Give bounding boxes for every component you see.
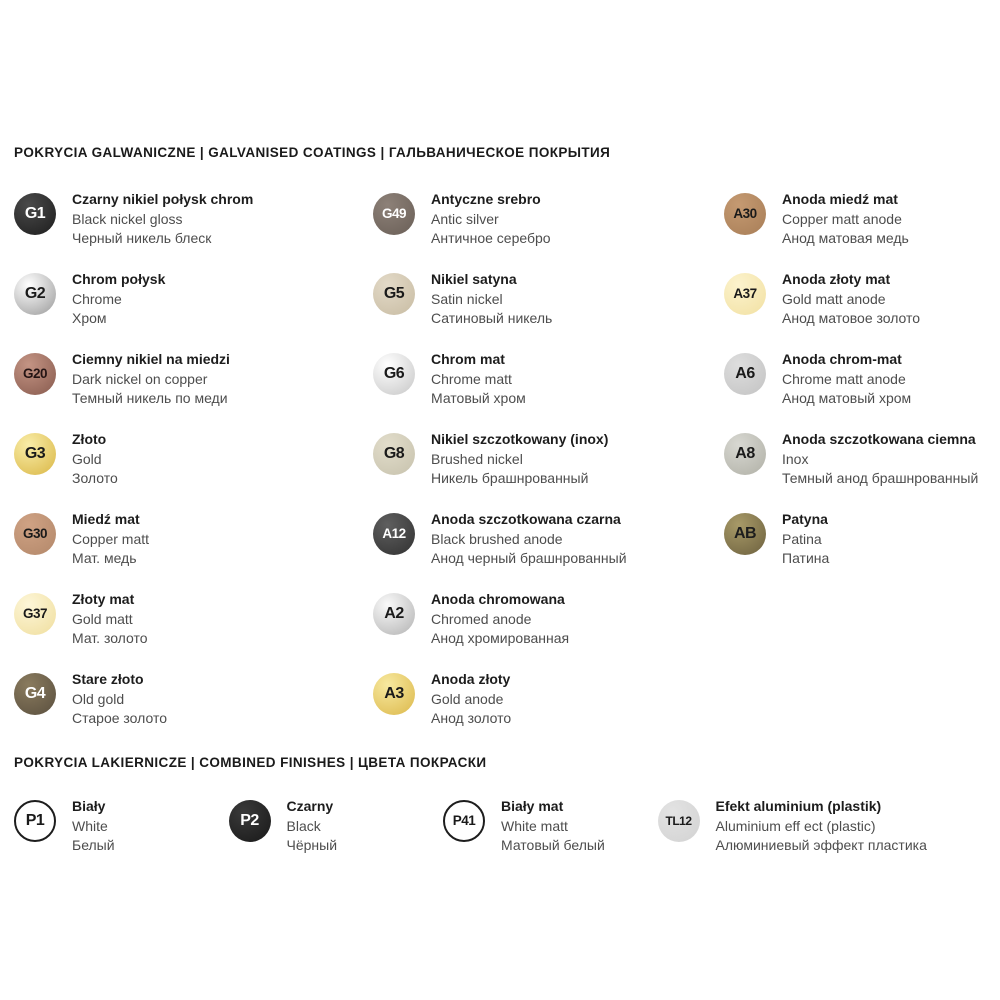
finish-name-pl: Anoda miedź mat bbox=[782, 191, 898, 207]
lacquer-finishes-grid bbox=[14, 797, 1000, 877]
finish-code: A2 bbox=[384, 605, 404, 622]
finish-code: A3 bbox=[384, 685, 404, 702]
finish-name-ru: Золото bbox=[72, 470, 118, 486]
finish-item bbox=[724, 350, 1000, 430]
finish-name-en: Chrome matt bbox=[431, 370, 512, 387]
finish-item bbox=[14, 797, 229, 877]
finish-labels bbox=[72, 190, 253, 249]
finish-code: G2 bbox=[24, 285, 46, 302]
finish-item bbox=[14, 430, 373, 510]
finish-name-pl: Chrom połysk bbox=[72, 271, 166, 287]
finish-name-en: Black nickel gloss bbox=[72, 210, 183, 227]
finish-swatch bbox=[373, 193, 415, 235]
finish-name-pl: Anoda chromowana bbox=[431, 591, 565, 607]
finish-item bbox=[14, 270, 373, 350]
finish-name-en: Gold bbox=[72, 450, 102, 467]
finish-item bbox=[373, 670, 724, 750]
finish-swatch bbox=[373, 673, 415, 715]
finish-labels bbox=[782, 510, 829, 569]
finish-name-en: Chrome matt anode bbox=[782, 370, 906, 387]
finish-item bbox=[229, 797, 444, 877]
finish-code: P41 bbox=[452, 813, 476, 829]
finish-labels bbox=[72, 350, 230, 409]
finish-name-en: White matt bbox=[501, 817, 568, 834]
finish-name-pl: Anoda złoty bbox=[431, 671, 511, 687]
finish-code: A12 bbox=[382, 526, 406, 542]
finish-name-ru: Черный никель блеск bbox=[72, 230, 212, 246]
finish-name-pl: Chrom mat bbox=[431, 351, 505, 367]
finish-swatch bbox=[14, 513, 56, 555]
finish-labels bbox=[72, 430, 118, 489]
finish-swatch bbox=[373, 353, 415, 395]
finish-name-pl: Antyczne srebro bbox=[431, 191, 541, 207]
finish-name-ru: Анод матовое золото bbox=[782, 310, 921, 326]
finish-name-pl: Biały mat bbox=[501, 798, 564, 814]
finish-labels bbox=[782, 270, 920, 329]
finish-name-ru: Чёрный bbox=[286, 837, 338, 853]
finish-labels bbox=[72, 797, 115, 856]
finish-code: G4 bbox=[24, 685, 46, 702]
finish-labels bbox=[431, 350, 526, 409]
finish-name-pl: Ciemny nikiel na miedzi bbox=[72, 351, 230, 367]
finish-name-pl: Czarny nikiel połysk chrom bbox=[72, 191, 254, 207]
finish-item bbox=[14, 670, 373, 750]
finish-name-pl: Złoty mat bbox=[72, 591, 135, 607]
finish-name-pl: Patyna bbox=[782, 511, 828, 527]
finish-name-en: Inox bbox=[782, 450, 809, 467]
finish-labels bbox=[431, 270, 552, 329]
finish-swatch bbox=[373, 433, 415, 475]
finish-swatch bbox=[229, 800, 271, 842]
finish-name-ru: Анод черный брашнрованный bbox=[431, 550, 627, 566]
finish-name-en: Gold matt anode bbox=[782, 290, 886, 307]
finish-name-ru: Античное серебро bbox=[431, 230, 551, 246]
finish-name-ru: Темный никель по меди bbox=[72, 390, 228, 406]
finish-name-ru: Белый bbox=[72, 837, 115, 853]
finish-labels bbox=[72, 670, 167, 729]
finish-name-en: Copper matt anode bbox=[782, 210, 902, 227]
finish-code: P1 bbox=[25, 812, 45, 829]
finish-name-en: Copper matt bbox=[72, 530, 150, 547]
finish-item bbox=[373, 190, 724, 270]
finish-swatch bbox=[658, 800, 700, 842]
finish-swatch bbox=[14, 433, 56, 475]
finish-name-ru: Никель брашнрованный bbox=[431, 470, 589, 486]
finish-code: TL12 bbox=[665, 814, 692, 828]
finish-name-ru: Патина bbox=[782, 550, 830, 566]
finish-swatch bbox=[724, 273, 766, 315]
finish-name-pl: Stare złoto bbox=[72, 671, 144, 687]
finish-name-pl: Nikiel szczotkowany (inox) bbox=[431, 431, 609, 447]
finish-labels bbox=[431, 590, 569, 649]
finish-name-ru: Анод матовая медь bbox=[782, 230, 909, 246]
finish-item bbox=[724, 270, 1000, 350]
finish-item bbox=[724, 430, 1000, 510]
finish-code: A8 bbox=[735, 445, 755, 462]
finish-name-en: Gold matt bbox=[72, 610, 133, 627]
finish-labels bbox=[431, 190, 551, 249]
finish-labels bbox=[287, 797, 338, 856]
finish-labels bbox=[782, 190, 909, 249]
finish-name-ru: Анод золото bbox=[431, 710, 512, 726]
finish-name-pl: Czarny bbox=[286, 798, 334, 814]
finish-name-pl: Anoda złoty mat bbox=[782, 271, 891, 287]
finish-swatch bbox=[373, 513, 415, 555]
finish-swatch bbox=[14, 593, 56, 635]
finish-labels bbox=[431, 430, 608, 489]
finish-name-pl: Nikiel satyna bbox=[431, 271, 517, 287]
finish-name-ru: Алюминиевый эффект пластика bbox=[715, 837, 927, 853]
finish-swatch bbox=[724, 433, 766, 475]
finish-code: A30 bbox=[733, 206, 757, 222]
finish-name-en: Chrome bbox=[72, 290, 122, 307]
finish-name-pl: Miedź mat bbox=[72, 511, 140, 527]
finish-item bbox=[373, 270, 724, 350]
finish-item bbox=[14, 350, 373, 430]
finish-name-en: Dark nickel on copper bbox=[72, 370, 208, 387]
finish-code: G30 bbox=[22, 526, 48, 542]
finish-name-en: Gold anode bbox=[431, 690, 504, 707]
finish-labels bbox=[782, 350, 911, 409]
finish-code: G20 bbox=[22, 366, 48, 382]
finish-swatch bbox=[14, 353, 56, 395]
finish-name-pl: Anoda szczotkowana czarna bbox=[431, 511, 621, 527]
finish-labels bbox=[72, 590, 148, 649]
finish-code: G6 bbox=[383, 365, 405, 382]
finish-name-en: Brushed nickel bbox=[431, 450, 523, 467]
finish-name-en: Old gold bbox=[72, 690, 125, 707]
finish-swatch bbox=[14, 673, 56, 715]
finish-name-ru: Матовый белый bbox=[501, 837, 605, 853]
finish-item bbox=[14, 510, 373, 590]
finish-item bbox=[373, 590, 724, 670]
finish-item bbox=[14, 190, 373, 270]
finish-name-en: White bbox=[72, 817, 108, 834]
finish-item bbox=[724, 510, 1000, 590]
finish-item bbox=[443, 797, 658, 877]
finish-name-pl: Biały bbox=[72, 798, 106, 814]
finish-name-en: Black brushed anode bbox=[431, 530, 563, 547]
finish-code: G37 bbox=[22, 606, 48, 622]
finish-code: G49 bbox=[381, 206, 407, 222]
finish-item bbox=[14, 590, 373, 670]
finish-code: A6 bbox=[735, 365, 755, 382]
finish-code: G8 bbox=[383, 445, 405, 462]
finish-name-ru: Хром bbox=[72, 310, 107, 326]
finish-item bbox=[373, 430, 724, 510]
finish-swatch bbox=[724, 513, 766, 555]
finish-code: G1 bbox=[24, 205, 46, 222]
finish-swatch bbox=[443, 800, 485, 842]
finish-labels bbox=[431, 670, 511, 729]
finish-item bbox=[373, 510, 724, 590]
finish-code: P2 bbox=[240, 812, 259, 829]
finish-labels bbox=[782, 430, 978, 489]
finish-name-pl: Anoda chrom-mat bbox=[782, 351, 902, 367]
galvanic-finishes-grid bbox=[14, 190, 1000, 750]
finish-name-pl: Złoto bbox=[72, 431, 107, 447]
finish-name-en: Aluminium eff ect (plastic) bbox=[715, 817, 876, 834]
finish-code: AB bbox=[733, 525, 757, 542]
finish-item bbox=[658, 797, 927, 877]
finish-name-ru: Мат. медь bbox=[72, 550, 137, 566]
finish-swatch bbox=[724, 193, 766, 235]
finish-name-ru: Сатиновый никель bbox=[431, 310, 553, 326]
finish-labels bbox=[501, 797, 605, 856]
finish-swatch bbox=[373, 593, 415, 635]
finish-name-pl: Efekt aluminium (plastik) bbox=[715, 798, 882, 814]
finish-labels bbox=[72, 510, 149, 569]
finish-name-en: Chromed anode bbox=[431, 610, 532, 627]
finish-name-ru: Мат. золото bbox=[72, 630, 148, 646]
finish-swatch bbox=[724, 353, 766, 395]
finish-swatch bbox=[373, 273, 415, 315]
finish-name-en: Black bbox=[286, 817, 321, 834]
finish-swatch bbox=[14, 193, 56, 235]
finish-labels bbox=[716, 797, 927, 856]
finish-labels bbox=[72, 270, 165, 329]
finish-name-ru: Анод хромированная bbox=[431, 630, 570, 646]
finish-code: A37 bbox=[733, 286, 757, 302]
galvanic-section-title: POKRYCIA GALWANICZNE | GALVANISED COATINGS | ГАЛЬВАНИЧЕСКОЕ ПОКРЫТИЯ bbox=[14, 145, 611, 160]
finish-labels bbox=[431, 510, 627, 569]
finish-item bbox=[724, 190, 1000, 270]
finish-name-ru: Анод матовый хром bbox=[782, 390, 912, 406]
finish-item bbox=[373, 350, 724, 430]
finish-name-en: Patina bbox=[782, 530, 822, 547]
lacquer-section-title: POKRYCIA LAKIERNICZE | COMBINED FINISHES | ЦВЕТА ПОКРАСКИ bbox=[14, 755, 487, 770]
finish-name-ru: Старое золото bbox=[72, 710, 167, 726]
finish-name-ru: Темный анод брашнрованный bbox=[782, 470, 979, 486]
finish-code: G5 bbox=[383, 285, 405, 302]
finish-name-ru: Матовый хром bbox=[431, 390, 526, 406]
finish-swatch bbox=[14, 273, 56, 315]
finish-code: G3 bbox=[24, 445, 46, 462]
finish-name-en: Antic silver bbox=[431, 210, 499, 227]
finish-name-pl: Anoda szczotkowana ciemna bbox=[782, 431, 976, 447]
finish-name-en: Satin nickel bbox=[431, 290, 503, 307]
finish-swatch bbox=[14, 800, 56, 842]
